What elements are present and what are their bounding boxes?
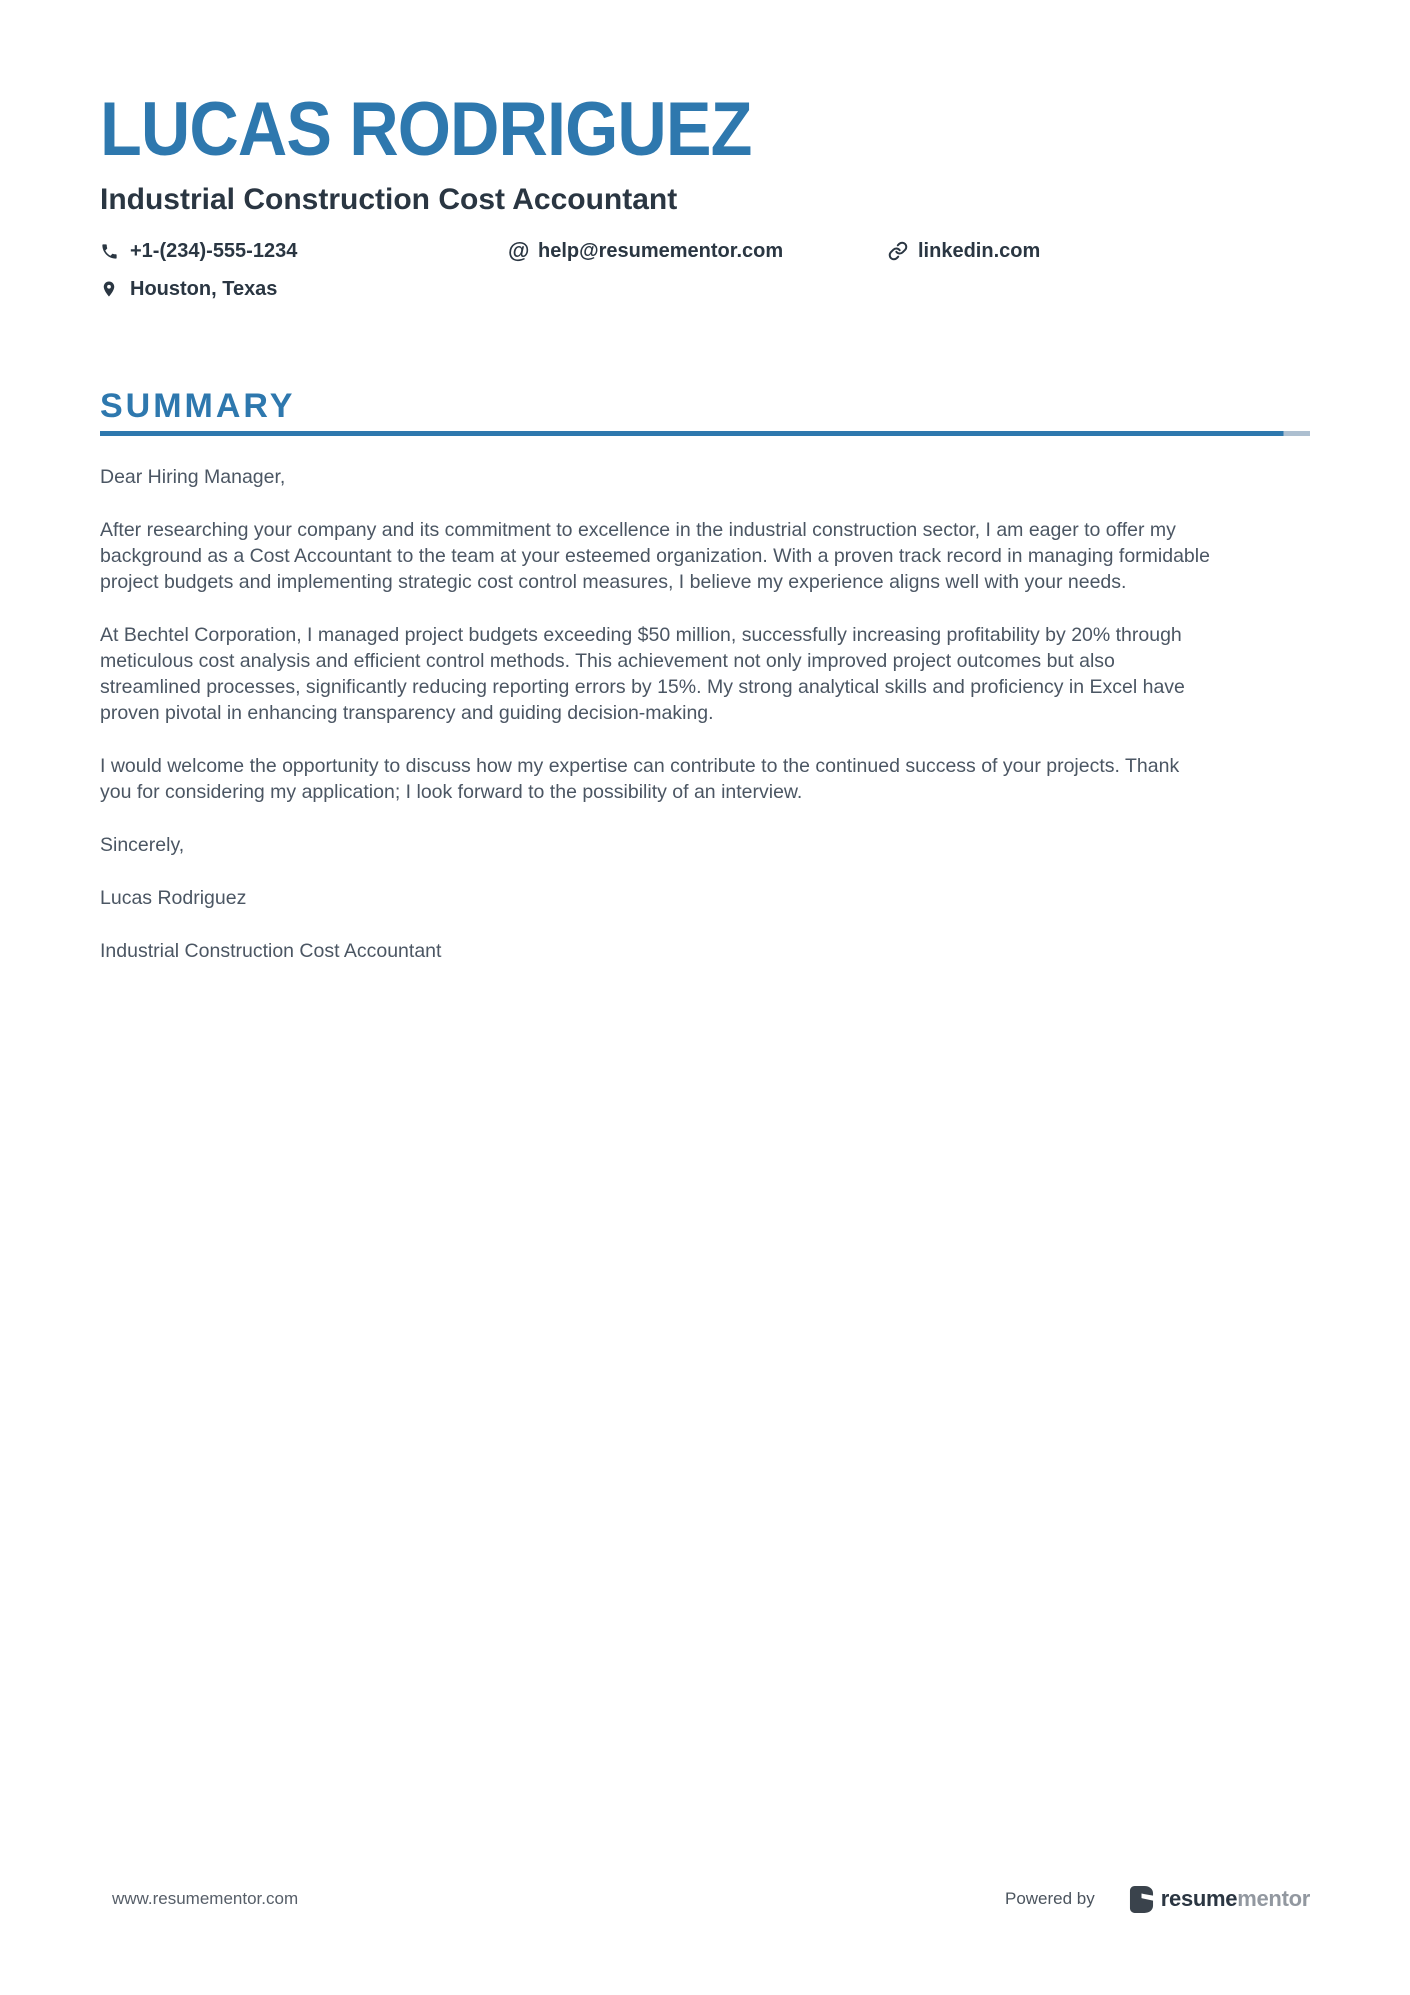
job-title: Industrial Construction Cost Accountant <box>100 183 678 216</box>
contact-phone <box>100 240 508 263</box>
contact-email-value[interactable]: help@resumementor.com <box>538 239 784 262</box>
powered-by-label: Powered by <box>1004 1889 1095 1908</box>
phone-icon <box>100 242 130 261</box>
resumementor-logo[interactable] <box>1129 1885 1310 1914</box>
at-icon: @ <box>508 238 530 263</box>
candidate-name <box>100 0 1310 170</box>
contact-location <box>100 278 277 301</box>
contact-location-value: Houston, Texas <box>130 277 278 300</box>
contact-email <box>508 238 888 264</box>
contact-website <box>888 240 1040 263</box>
link-icon <box>888 241 918 261</box>
resumementor-logo-text <box>1161 1886 1310 1912</box>
letter-salutation: Dear Hiring Manager, <box>100 466 286 488</box>
letter-paragraph: At Bechtel Corporation, I managed project budgets exceeding $50 million, successfully increasing profitability by 20% through meticulous cost analysis and efficient control methods. This achievement not only improved project outcomes but also streamlined processes, significantly reducing reporting errors by 15%. My strong analytical skills and proficiency in Excel have proven pivotal in enhancing transparency and guiding decision-making. <box>100 624 1185 724</box>
letter-paragraph: After researching your company and its commitment to excellence in the industrial construction sector, I am eager to offer my background as a Cost Accountant to the team at your esteemed organization. With a proven track record in managing formidable project budgets and implementing strategic cost control measures, I believe my experience aligns well with your needs. <box>100 519 1210 593</box>
contact-row-1 <box>100 236 1310 266</box>
map-pin-icon <box>100 279 130 299</box>
letter-signature-name: Lucas Rodriguez <box>100 887 247 909</box>
footer-site-url[interactable]: www.resumementor.com <box>112 1889 299 1908</box>
summary-heading: SUMMARY <box>100 387 296 425</box>
summary-underline <box>100 431 1310 436</box>
candidate-name-text: LUCAS RODRIGUEZ <box>100 87 752 172</box>
contact-website-value[interactable]: linkedin.com <box>918 239 1041 262</box>
letter-signature-title: Industrial Construction Cost Accountant <box>100 940 442 962</box>
logo-text-mentor: mentor <box>1237 1886 1310 1911</box>
logo-text-resume: resume <box>1160 1886 1238 1911</box>
contact-row-2 <box>100 274 1310 304</box>
letter-paragraph: I would welcome the opportunity to discuss how my expertise can contribute to the continued success of your projects. Thank you for considering my application; I look forward to the possibility of an interview. <box>100 755 1180 803</box>
resumementor-logo-icon <box>1129 1885 1154 1914</box>
contact-info <box>100 236 1310 304</box>
letter-closing: Sincerely, <box>100 834 185 856</box>
letter-body <box>100 464 1212 964</box>
page-footer <box>0 1884 1410 1914</box>
contact-phone-value[interactable]: +1-(234)-555-1234 <box>130 239 298 262</box>
footer-branding <box>1005 1885 1310 1914</box>
